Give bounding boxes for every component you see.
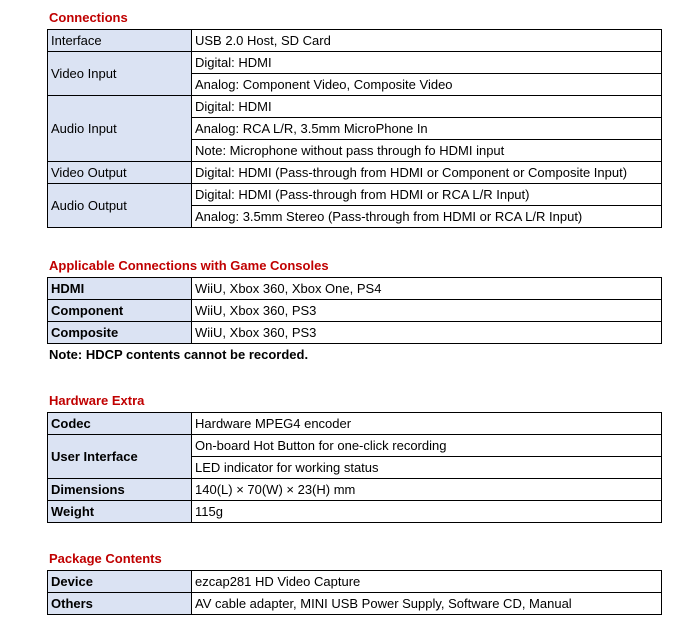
row-value: Note: Microphone without pass through fo HDMI input: [192, 140, 662, 162]
table-row: [48, 593, 662, 615]
row-label: Component: [48, 300, 192, 322]
row-label: Composite: [48, 322, 192, 344]
row-value: Digital: HDMI: [192, 52, 662, 74]
row-label: Codec: [48, 413, 192, 435]
table-row: [48, 30, 662, 52]
section-title-hardware: Hardware Extra: [49, 393, 145, 408]
row-label: Audio Input: [48, 96, 192, 162]
row-value: Analog: Component Video, Composite Video: [192, 74, 662, 96]
row-label: Video Output: [48, 162, 192, 184]
table-row: [48, 413, 662, 435]
section-title-connections: Connections: [49, 10, 128, 25]
row-value: On-board Hot Button for one-click recording: [192, 435, 662, 457]
section-title-package: Package Contents: [49, 551, 162, 566]
connections-table: [47, 29, 662, 228]
section-title-consoles: Applicable Connections with Game Consoles: [49, 258, 329, 273]
row-label: Device: [48, 571, 192, 593]
row-value: 115g: [192, 501, 662, 523]
row-label: Interface: [48, 30, 192, 52]
table-row: [48, 479, 662, 501]
row-label: Weight: [48, 501, 192, 523]
table-row: [48, 278, 662, 300]
row-label: HDMI: [48, 278, 192, 300]
table-row: [48, 501, 662, 523]
row-value: Analog: RCA L/R, 3.5mm MicroPhone In: [192, 118, 662, 140]
row-label: User Interface: [48, 435, 192, 479]
row-label: Audio Output: [48, 184, 192, 228]
package-table: [47, 570, 662, 615]
row-value: WiiU, Xbox 360, PS3: [192, 300, 662, 322]
table-row: [48, 322, 662, 344]
row-value: Hardware MPEG4 encoder: [192, 413, 662, 435]
row-value: WiiU, Xbox 360, Xbox One, PS4: [192, 278, 662, 300]
row-label: Dimensions: [48, 479, 192, 501]
row-value: Digital: HDMI (Pass-through from HDMI or Component or Composite Input): [192, 162, 662, 184]
table-row: [48, 571, 662, 593]
hdcp-note: Note: HDCP contents cannot be recorded.: [49, 347, 309, 362]
row-value: Analog: 3.5mm Stereo (Pass-through from HDMI or RCA L/R Input): [192, 206, 662, 228]
table-row: [48, 162, 662, 184]
table-row: [48, 435, 662, 457]
row-value: Digital: HDMI: [192, 96, 662, 118]
row-value: AV cable adapter, MINI USB Power Supply, Software CD, Manual: [192, 593, 662, 615]
table-row: [48, 96, 662, 118]
table-row: [48, 52, 662, 74]
row-label: Video Input: [48, 52, 192, 96]
hardware-table: [47, 412, 662, 523]
row-value: LED indicator for working status: [192, 457, 662, 479]
row-label: Others: [48, 593, 192, 615]
table-row: [48, 300, 662, 322]
row-value: Digital: HDMI (Pass-through from HDMI or RCA L/R Input): [192, 184, 662, 206]
consoles-table: [47, 277, 662, 344]
row-value: ezcap281 HD Video Capture: [192, 571, 662, 593]
table-row: [48, 184, 662, 206]
row-value: USB 2.0 Host, SD Card: [192, 30, 662, 52]
row-value: 140(L) × 70(W) × 23(H) mm: [192, 479, 662, 501]
row-value: WiiU, Xbox 360, PS3: [192, 322, 662, 344]
